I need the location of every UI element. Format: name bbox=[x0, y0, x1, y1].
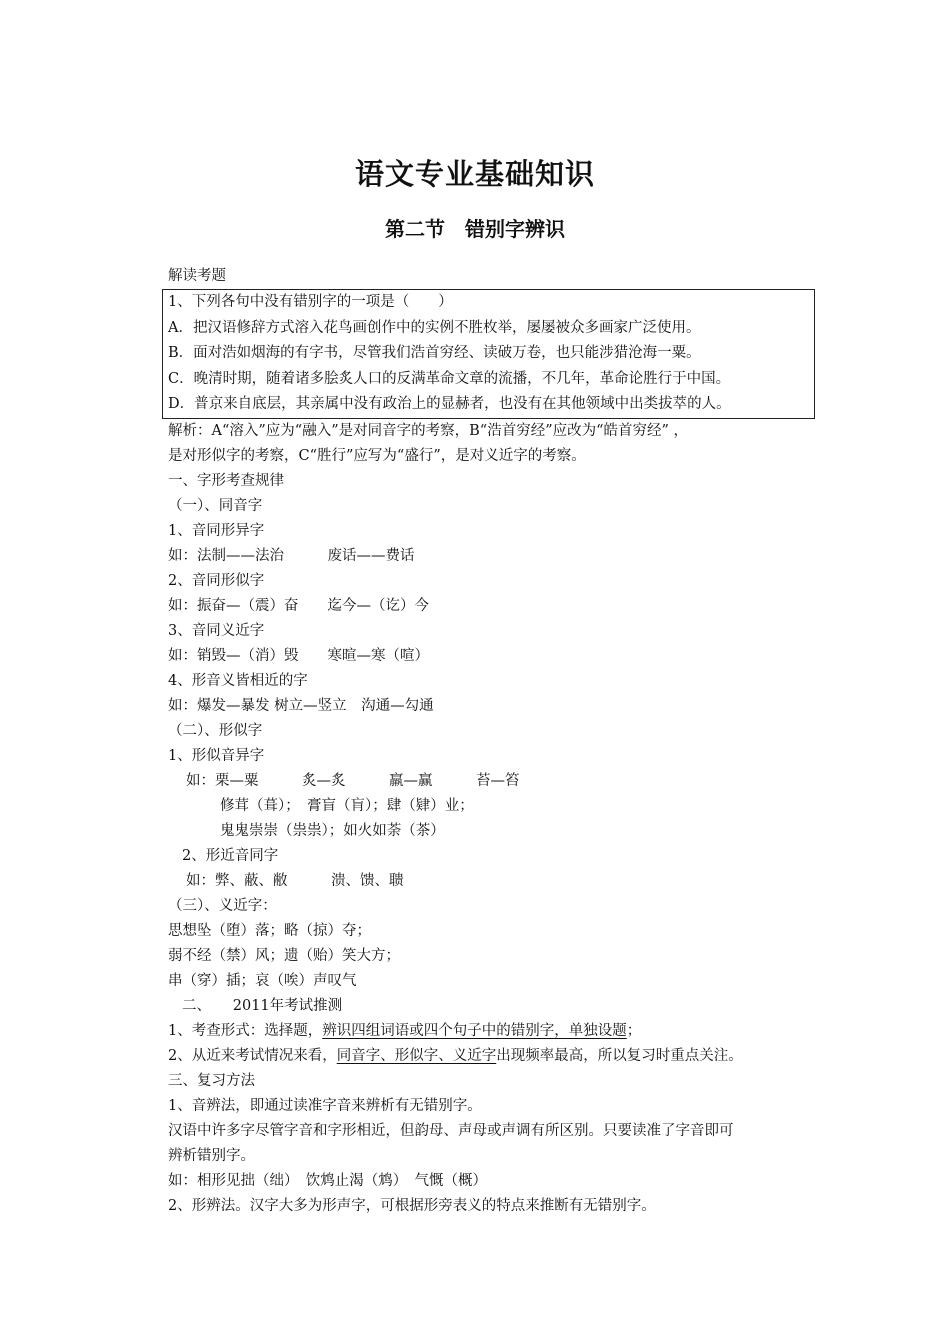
exam-form-suffix: ； bbox=[626, 1022, 642, 1039]
list-item: 4、形音义皆相近的字 bbox=[168, 672, 308, 689]
exam-form-prefix: 1、考查形式：选择题， bbox=[168, 1022, 323, 1039]
option-b: B．面对浩如烟海的有字书，尽管我们浩首穷经、读破万卷，也只能涉猎沧海一粟。 bbox=[168, 345, 701, 361]
frequency-suffix: 出现频率最高，所以复习时重点关注。 bbox=[496, 1047, 743, 1064]
option-c: C．晚清时期，随着诸多脍炙人口的反满革命文章的流播，不几年，革命论胜行于中国。 bbox=[168, 370, 731, 387]
document-body bbox=[168, 264, 828, 1219]
example-line: 如：弊、蔽、敝 溃、馈、聩 bbox=[186, 872, 404, 889]
question-box bbox=[162, 289, 815, 419]
question-stem: 1、下列各句中没有错别字的一项是（ ） bbox=[168, 294, 453, 310]
heading-review-methods: 三、复习方法 bbox=[168, 1072, 255, 1089]
analysis-line: 是对形似字的考察，C“胜行”应写为“盛行”，是对义近字的考察。 bbox=[168, 447, 586, 464]
section-label: 解读考题 bbox=[168, 268, 226, 284]
list-item: 1、形似音异字 bbox=[168, 747, 265, 764]
frequency-line bbox=[168, 1044, 828, 1069]
paragraph-line: 辨析错别字。 bbox=[168, 1147, 255, 1164]
list-item: 2、音同形似字 bbox=[168, 572, 265, 589]
exam-form-line bbox=[168, 1019, 828, 1044]
list-item: 1、音同形异字 bbox=[168, 522, 265, 539]
list-item: 1、音辨法，即通过读准字音来辨析有无错别字。 bbox=[168, 1097, 482, 1114]
subheading-homophones: （一）、同音字 bbox=[168, 497, 263, 514]
example-line: 如：爆发—暴发 树立—竖立 沟通—勾通 bbox=[168, 697, 434, 714]
list-item: 3、音同义近字 bbox=[168, 622, 265, 639]
example-line: 串（穿）插；哀（唉）声叹气 bbox=[168, 972, 357, 989]
example-line: 如：栗—粟 炙—炙 羸—赢 苔—笞 bbox=[186, 772, 520, 789]
exam-form-underlined: 辨识四组词语或四个句子中的错别字，单独设题 bbox=[322, 1022, 627, 1039]
example-line: 如：相形见拙（绌） 饮鸩止渴（鸩） 气慨（概） bbox=[168, 1172, 487, 1189]
example-line: 弱不经（禁）风；遗（贻）笑大方； bbox=[168, 947, 400, 964]
list-item: 2、形辨法。汉字大多为形声字，可根据形旁表义的特点来推断有无错别字。 bbox=[168, 1197, 656, 1214]
subheading-similar-shape: （二）、形似字 bbox=[168, 722, 263, 739]
subheading-similar-meaning: （三）、义近字： bbox=[168, 897, 277, 914]
example-line: 思想坠（堕）落；略（掠）夺； bbox=[168, 922, 371, 939]
example-line: 如：销毁—（消）毁 寒暄—寒（喧） bbox=[168, 647, 429, 664]
heading-exam-forecast: 二、 2011年考试推测 bbox=[182, 997, 343, 1014]
option-a: A．把汉语修辞方式溶入花鸟画创作中的实例不胜枚举，屡屡被众多画家广泛使用。 bbox=[168, 319, 701, 336]
example-line: 如：振奋—（震）奋 迄今—（讫）今 bbox=[168, 597, 429, 614]
example-line: 修茸（葺）； 膏盲（肓）；肆（肄）业； bbox=[220, 797, 474, 814]
list-item: 2、形近音同字 bbox=[182, 847, 279, 864]
heading-glyph-rules: 一、字形考查规律 bbox=[168, 472, 284, 489]
section-subtitle: 第二节 错别字辨识 bbox=[385, 217, 565, 241]
example-line: 鬼鬼崇崇（祟祟）；如火如荼（茶） bbox=[220, 822, 445, 839]
analysis-line: 解析：A“溶入”应为“融入”是对同音字的考察，B“浩首穷经”应改为“皓首穷经” ， bbox=[168, 422, 689, 439]
frequency-prefix: 2、从近来考试情况来看， bbox=[168, 1047, 337, 1064]
paragraph-line: 汉语中许多字尽管字音和字形相近，但韵母、声母或声调有所区别。只要读准了字音即可 bbox=[168, 1122, 734, 1139]
document-title: 语文专业基础知识 bbox=[354, 157, 595, 191]
frequency-underlined: 同音字、形似字、义近字 bbox=[336, 1047, 497, 1064]
example-line: 如：法制——法治 废话——费话 bbox=[168, 547, 415, 564]
option-d: D．普京来自底层，其亲属中没有政治上的显赫者，也没有在其他领域中出类拔萃的人。 bbox=[168, 396, 731, 412]
